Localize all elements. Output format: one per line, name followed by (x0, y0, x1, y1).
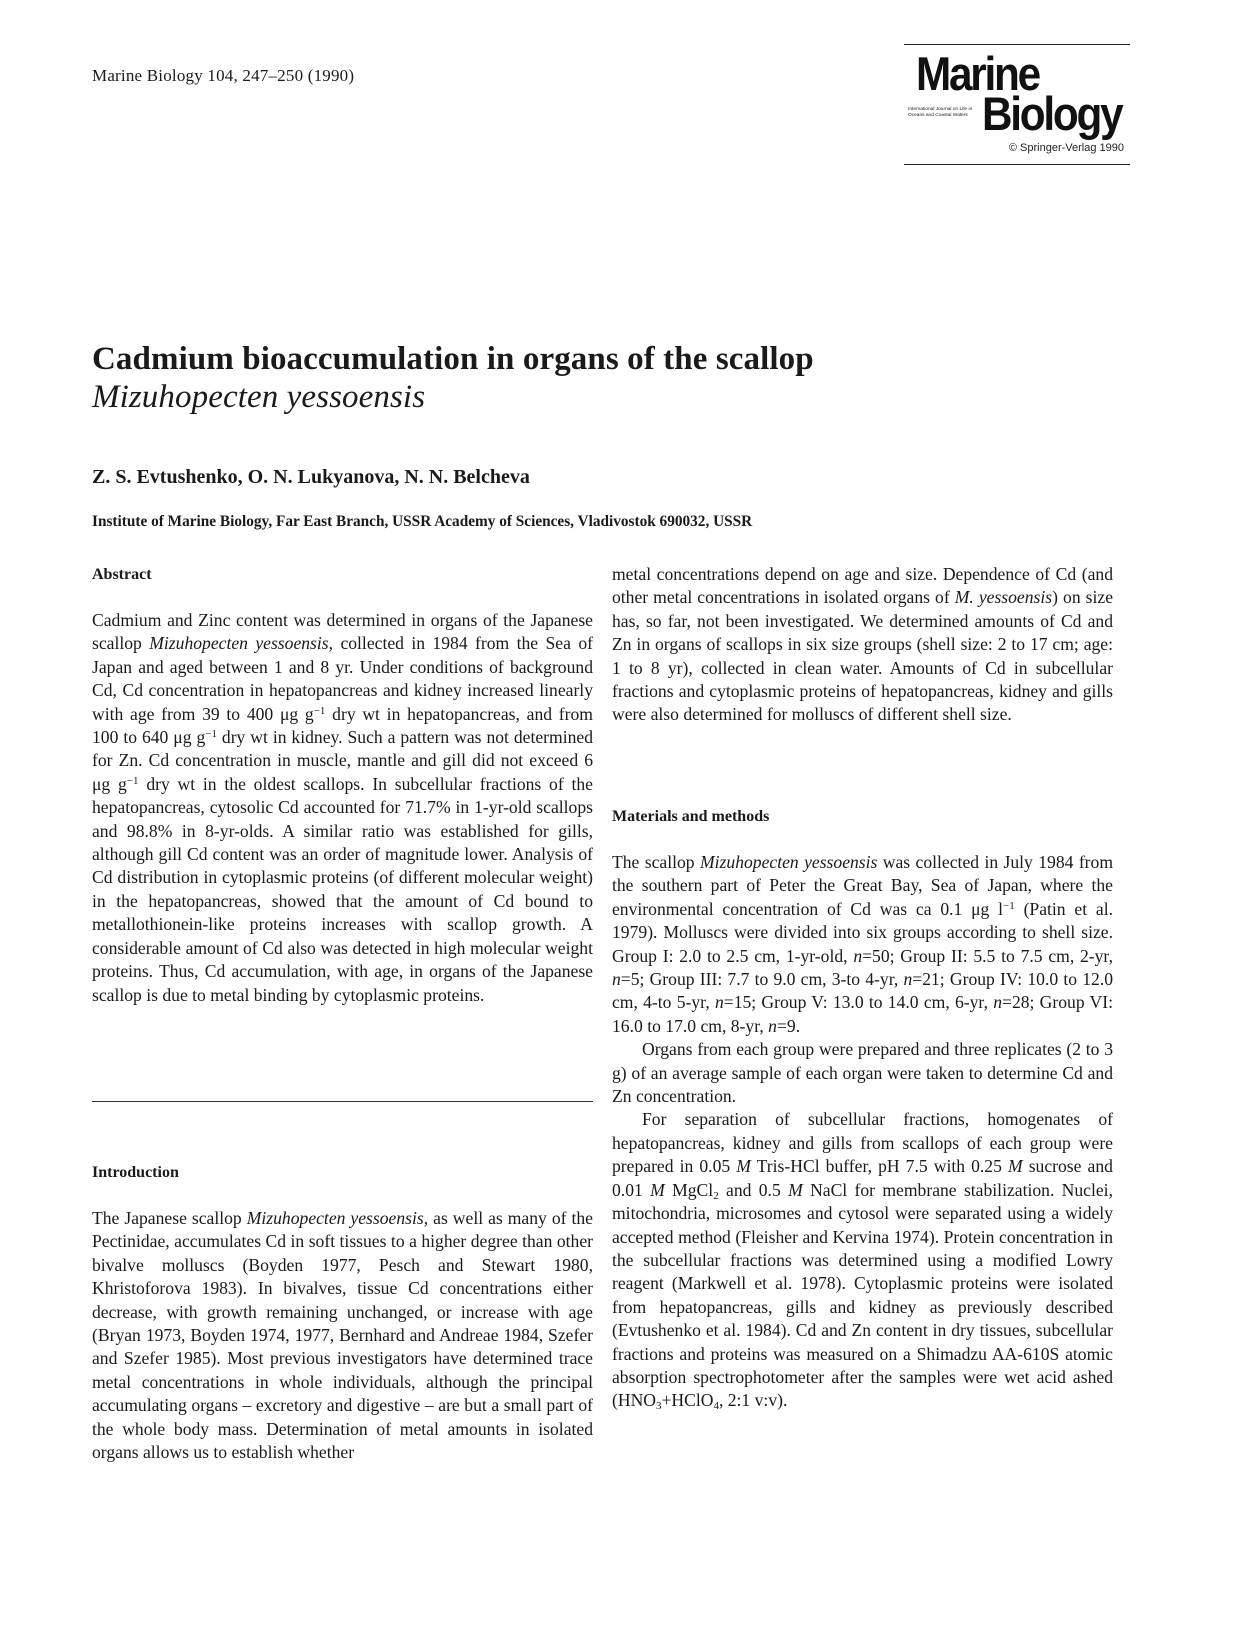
introduction-heading: Introduction (92, 1164, 179, 1181)
logo-tagline: International Journal on Life in Oceans and Coastal Waters (908, 107, 973, 118)
methods-paragraph-1: The scallop Mizuhopecten yessoensis was collected in July 1984 from the southern part of Peter the Great Bay, Sea of Japan, where the environmental concentration of Cd was ca 0.1 μg $l^{-1}$ (Patin et al. 1979). Molluscs were divided into six groups according to shell size. Group I: 2.0 to 2.5 cm, 1-yr-old, n=50; Group II: 5.5 to 7.5 cm, 2-yr, n=5; Group III: 7.7 to 9.0 cm, 3-to 4-yr, n=21; Group IV: 10.0 to 12.0 cm, 4-to 5-yr, n=15; Group V: 13.0 to 14.0 cm, 6-yr, n=28; Group VI: 16.0 to 17.0 cm, 8-yr, n=9. (612, 852, 1114, 1036)
introduction-continued-paragraph: metal concentrations depend on age and size. Dependence of Cd (and other metal concentrations in isolated organs of M. yessoensis) on size has, so far, not been investigated. We determined amounts of Cd and Zn in organs of scallops in six size groups (shell size: 2 to 17 cm; age: 1 to 8 yr), collected in clean water. Amounts of Cd in subcellular fractions and cytoplasmic proteins of hepatopancreas, kidney and gills were also determined for molluscs of different shell size. (612, 564, 1113, 725)
logo-word-biology: Biology (982, 87, 1122, 140)
title-line-2: Mizuhopecten yessoensis (92, 379, 426, 415)
methods-body (612, 851, 1113, 1413)
authors: Z. S. Evtushenko, O. N. Lukyanova, N. N. Belcheva (92, 466, 530, 488)
methods-paragraph-3: For separation of subcellular fractions, homogenates of hepatopancreas, kidney and gills from scallops of each group were prepared in 0.05 M Tris-HCl buffer, pH 7.5 with 0.25 M sucrose and 0.01 M MgCl$_2$ and 0.5 M NaCl for membrane stabilization. Nuclei, mitochondria, microsomes and cytosol were separated using a widely accepted method (Fleisher and Kervina 1974). Protein concentration in the subcellular fractions was determined using a modified Lowry reagent (Markwell et al. 1978). Cytoplasmic proteins were isolated from hepatopancreas, gills and kidney as previously described (Evtushenko et al. 1984). Cd and Zn content in dry tissues, subcellular fractions and proteins was measured on a Shimadzu AA-610S atomic absorption spectrophotometer after the samples were wet acid ashed ($HNO_3+HClO_4$, 2:1 v:v). (612, 1109, 1113, 1413)
species-name: Mizuhopecten yessoensis (700, 852, 878, 872)
title-line-1: Cadmium bioaccumulation in organs of the scallop (92, 341, 814, 377)
species-name: M. yessoensis (954, 587, 1053, 608)
introduction-continued (612, 563, 1113, 727)
species-name: Mizuhopecten yessoensis, (246, 1208, 429, 1228)
article-title (92, 340, 992, 416)
species-name: Mizuhopecten yessoensis (149, 633, 329, 654)
journal-logo (904, 44, 1130, 164)
affiliation: Institute of Marine Biology, Far East Branch, USSR Academy of Sciences, Vladivostok 690032, USSR (92, 513, 753, 530)
logo-word-marine: Marine (916, 47, 1039, 100)
logo-bottom-rule (904, 164, 1130, 165)
methods-paragraph-2: Organs from each group were prepared and three replicates (2 to 3 g) of an average sample of each organ were taken to determine Cd and Zn concentration. (612, 1039, 1113, 1107)
abstract-body (92, 609, 593, 1007)
journal-citation: Marine Biology 104, 247–250 (1990) (92, 66, 355, 85)
abstract-heading: Abstract (92, 566, 152, 583)
abstract-paragraph: Cadmium and Zinc content was determined in organs of the Japanese scallop Mizuhopecten yessoensis, collected in 1984 from the Sea of Japan and aged between 1 and 8 yr. Under conditions of background Cd, Cd concentration in hepatopancreas and kidney increased linearly with age from 39 to 400 μg $g^{-1}$ dry wt in hepatopancreas, and from 100 to 640 μg $g^{-1}$ dry wt in kidney. Such a pattern was not determined for Zn. Cd concentration in muscle, mantle and gill did not exceed 6 μg $g^{-1}$ dry wt in the oldest scallops. In subcellular fractions of the hepatopancreas, cytosolic Cd accounted for 71.7% in 1-yr-old scallops and 98.8% in 8-yr-olds. A similar ratio was established for gills, although gill Cd content was an order of magnitude lower. Analysis of Cd distribution in cytoplasmic proteins (of different molecular weight) in the hepatopancreas, showed that the amount of Cd bound to metallothionein-like proteins increases with scallop growth. A considerable amount of Cd also was detected in high molecular weight proteins. Thus, Cd accumulation, with age, in organs of the Japanese scallop is due to metal binding by cytoplasmic proteins. (92, 610, 593, 1005)
copyright: © Springer-Verlag 1990 (1008, 142, 1124, 154)
logo-top-rule (904, 44, 1130, 45)
abstract-divider (92, 1101, 593, 1102)
introduction-paragraph: The Japanese scallop Mizuhopecten yessoensis, as well as many of the Pectinidae, accumulates Cd in soft tissues to a higher degree than other bivalve molluscs (Boyden 1977, Pesch and Stewart 1980, Khristoforova 1983). In bivalves, tissue Cd concentrations either decrease, with growth remaining unchanged, or increase with age (Bryan 1973, Boyden 1974, 1977, Bernhard and Andreae 1984, Szefer and Szefer 1985). Most previous investigators have determined trace metal concentrations in whole individuals, although the principal accumulating organs – excretory and digestive – are but a small part of the whole body mass. Determination of metal amounts in isolated organs allows us to establish whether (92, 1208, 593, 1463)
introduction-body (92, 1207, 593, 1464)
methods-heading: Materials and methods (612, 808, 770, 825)
